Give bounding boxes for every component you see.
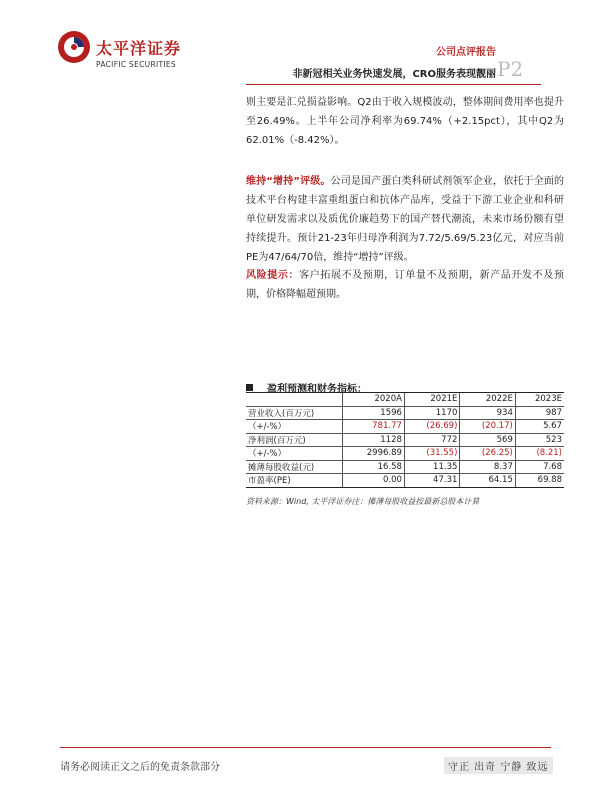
table-cell: 987 [515, 406, 564, 420]
table-cell: (20.17) [460, 420, 515, 434]
table-row [246, 433, 564, 447]
risk-text: 客户拓展不及预期，订单量不及预期，新产品开发不及预期，价格降幅超预期。 [246, 270, 565, 300]
table-cell: 47.31 [404, 474, 459, 488]
paragraph-rating [246, 172, 564, 267]
row-label: 净利润(百万元) [246, 433, 343, 447]
row-label: 市盈率(PE) [246, 474, 343, 488]
report-title: 非新冠相关业务快速发展，CRO服务表现靓丽 [292, 69, 496, 80]
table-title-text: 盈利预测和财务指标： [267, 384, 367, 395]
bullet-square-icon [246, 384, 253, 391]
row-label: 营业收入(百万元) [246, 406, 343, 420]
header-divider [246, 84, 541, 85]
financial-table [246, 392, 564, 488]
table-cell: (31.55) [404, 447, 459, 461]
risk-highlight: 风险提示： [246, 270, 300, 281]
footer-disclaimer: 请务必阅读正文之后的免责条款部分 [60, 762, 220, 773]
table-header-cell: 2022E [460, 393, 515, 407]
paragraph-risk [246, 266, 564, 304]
table-header-cell: 2021E [404, 393, 459, 407]
table-cell: 569 [460, 433, 515, 447]
table-row [246, 460, 564, 474]
table-cell: 69.88 [515, 474, 564, 488]
table-cell: 11.35 [404, 460, 459, 474]
table-cell: 523 [515, 433, 564, 447]
table-cell: 5.67 [515, 420, 564, 434]
rating-highlight: 维持“增持”评级。 [246, 176, 331, 187]
table-row [246, 406, 564, 420]
table-row [246, 447, 564, 461]
paragraph-expense [246, 93, 564, 150]
footer-motto: 守正 出奇 宁静 致远 [444, 757, 553, 774]
table-header-cell: 2020A [343, 393, 405, 407]
table-cell: (26.69) [404, 420, 459, 434]
table-row [246, 474, 564, 488]
page-number: P2 [497, 57, 524, 81]
pacific-securities-logo-icon [57, 30, 91, 64]
table-cell: 1596 [343, 406, 405, 420]
footer-divider [60, 747, 551, 748]
table-header-blank [246, 393, 343, 407]
row-label: （+/-%） [246, 420, 343, 434]
table-cell: (8.21) [515, 447, 564, 461]
table-cell: 7.68 [515, 460, 564, 474]
rating-text: 公司是国产蛋白类科研试剂领军企业，依托于全面的技术平台构建丰富重组蛋白和抗体产品库，受益于下游工业企业和科研单位研发需求以及质优价廉趋势下的国产替代潮流，未来市场份额有望持续提升。预计21-23年归母净利润为7.72/5.69/5.23亿元，对应当前PE为47/64/70倍，维持“增持”评级。 [246, 176, 564, 263]
table-cell: 772 [404, 433, 459, 447]
table-cell: (26.25) [460, 447, 515, 461]
company-name-en: PACIFIC SECURITIES [96, 60, 176, 69]
table-cell: 0.00 [343, 474, 405, 488]
table-cell: 2996.89 [343, 447, 405, 461]
table-cell: 1128 [343, 433, 405, 447]
table-cell: 781.77 [343, 420, 405, 434]
table-header-cell: 2023E [515, 393, 564, 407]
row-label: （+/-%） [246, 447, 343, 461]
table-cell: 1170 [404, 406, 459, 420]
report-type: 公司点评报告 [436, 47, 496, 58]
table-cell: 16.58 [343, 460, 405, 474]
table-row [246, 420, 564, 434]
paragraph-expense-text: 则主要是汇兑损益影响。Q2由于收入规模波动，整体期间费用率也提升至26.49%。上半年公司净利率为69.74%（+2.15pct），其中Q2为62.01%（-8.42%）。 [246, 97, 564, 146]
table-cell: 64.15 [460, 474, 515, 488]
table-cell: 8.37 [460, 460, 515, 474]
row-label: 摊薄每股收益(元) [246, 460, 343, 474]
table-header-row [246, 393, 564, 407]
table-cell: 934 [460, 406, 515, 420]
company-name-cn: 太平洋证券 [96, 39, 182, 58]
table-source-note: 资料来源：Wind, 太平洋证券注：摊薄每股收益按最新总股本计算 [246, 497, 480, 506]
